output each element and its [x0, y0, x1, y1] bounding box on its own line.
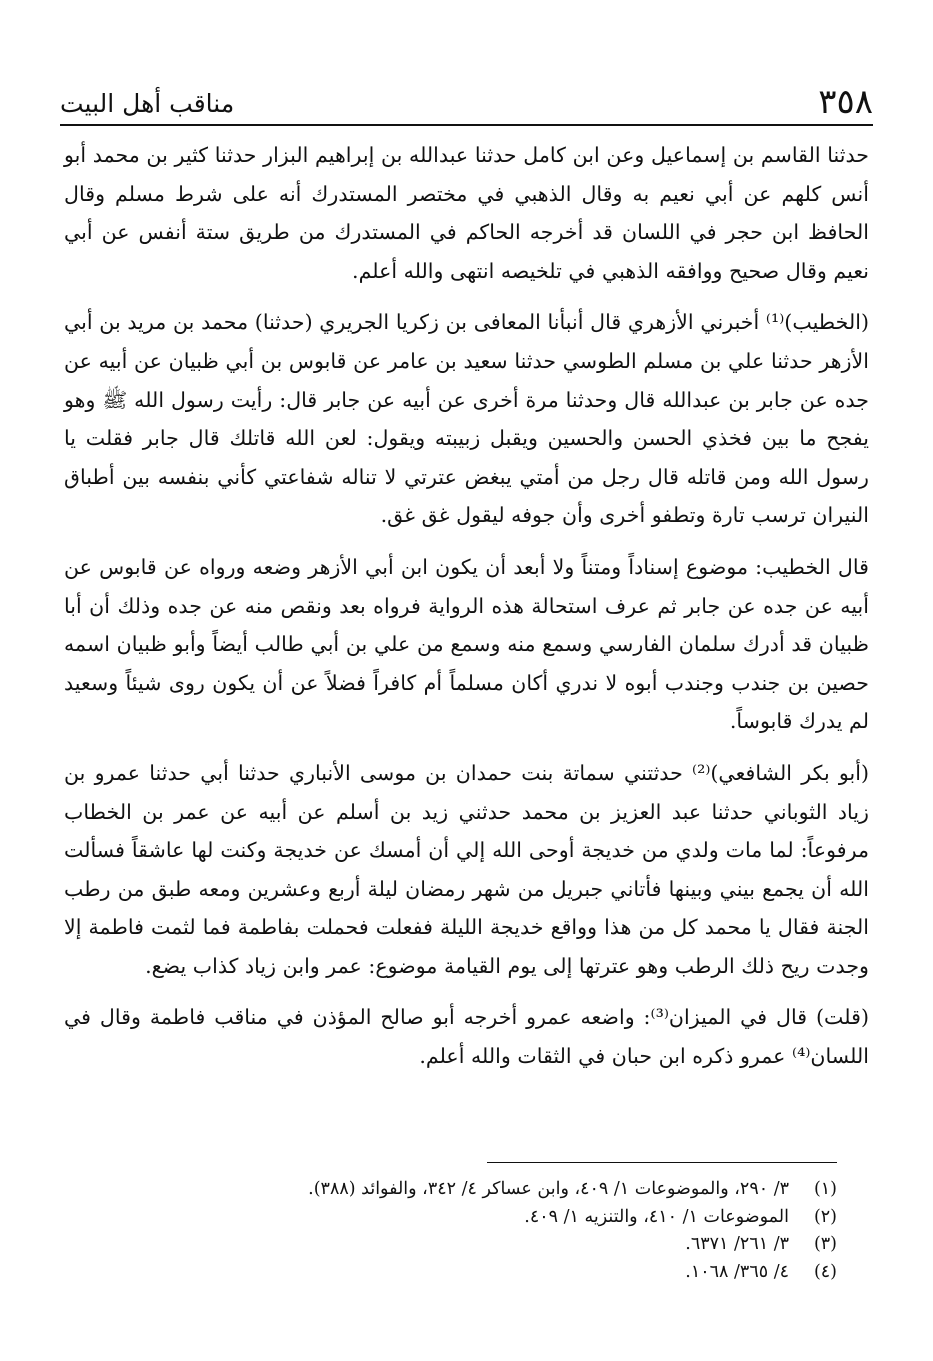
running-title: مناقب أهل البيت [60, 89, 235, 118]
body-text [64, 136, 869, 1076]
footnote-3 [64, 1231, 837, 1259]
header-rule [60, 124, 873, 126]
footnote-number: (٢) [813, 1206, 837, 1227]
paragraph-5: (قلت) قال في الميزان⁽³⁾: واضعه عمرو أخرجه أبو صالح المؤذن في مناقب فاطمة وقال في اللسان⁽⁴⁾ عمرو ذكره ابن حبان في الثقات والله أعلم. [64, 1005, 869, 1069]
paragraph-4: (أبو بكر الشافعي)⁽²⁾ حدثتني سماتة بنت حمدان بن موسى الأنباري حدثنا أبي حدثنا عمرو بن زياد الثوباني حدثنا عبد العزيز بن محمد حدثني زيد بن أسلم عن أبيه عن عمر بن الخطاب مرفوعاً: لما مات ولدي من خديجة أوحى الله إلي أن أمسك عن خديجة وكنت لها عاشقاً فسألت الله أن يجمع بيني وبينها فأتاني جبريل من شهر رمضان ليلة أربع وعشرين ومعه طبق من رطب الجنة فقال يا محمد كل من هذا وواقع خديجة الليلة ففعلت فحملت بفاطمة فما لثمت فاطمة إلا وجدت ريح ذلك الرطب وهو عترتها إلى يوم القيامة موضوع: عمر وابن زياد كذاب يضع. [64, 760, 869, 978]
footnote-text: الموضوعات ١/ ٤١٠، والتنزيه ١/ ٤٠٩. [524, 1206, 789, 1227]
paragraph-3: قال الخطيب: موضوع إسناداً ومتناً ولا أبعد أن يكون ابن أبي الأزهر وضعه ورواه عن قابوس عن أبيه عن جده عن جابر ثم عرف استحالة هذه الرواية فرواه بعد ونقص منه عن جده وذلك أن أبا ظبيان قد أدرك سلمان الفارسي وسمع منه وسمع من علي بن أبي طالب أيضاً وأبو ظبيان اسمه حصين بن جندب وجندب أبوه لا ندري أكان مسلماً أم كافراً فضلاً عن أن يكون روى شيئاً وسعيد لم يدرك قابوساً. [64, 554, 869, 734]
footnote-rule [487, 1162, 837, 1163]
footnote-number: (٤) [813, 1261, 837, 1282]
footnotes [64, 1176, 837, 1286]
footnote-text: ٣/ ٢٩٠، والموضوعات ١/ ٤٠٩، وابن عساكر ٤/ ٣٤٢، والفوائد (٣٨٨). [308, 1179, 789, 1199]
footnote-4 [64, 1259, 837, 1287]
paragraph-1: حدثنا القاسم بن إسماعيل وعن ابن كامل حدثنا عبدالله بن إبراهيم البزار حدثنا كثير بن محمد أبو أنس كلهم عن أبي نعيم به وقال الذهبي في مختصر المستدرك أنه على شرط مسلم وقال الحافظ ابن حجر في اللسان قد أخرجه الحاكم في المستدرك من طريق ستة أنفس عن أبي نعيم وقال صحيح ووافقه الذهبي في تلخيصه انتهى والله أعلم. [64, 143, 869, 283]
footnote-number: (١) [813, 1179, 837, 1199]
page-number: ٣٥٨ [818, 82, 873, 122]
footnote-2 [64, 1204, 837, 1232]
page-header [60, 82, 873, 124]
paragraph-2: (الخطيب)⁽¹⁾ أخبرني الأزهري قال أنبأنا المعافى بن زكريا الجريري (حدثنا) محمد بن مريد بن أبي الأزهر حدثنا علي بن مسلم الطوسي حدثنا سعيد بن عامر عن قابوس بن أبي ظبيان عن أبيه عن جده عن جابر بن عبدالله قال وحدثنا مرة أخرى عن أبيه عن جابر قال: رأيت رسول الله ﷺ وهو يفجح ما بين فخذي الحسن والحسين ويقبل زبيبته ويقول: لعن الله قاتلك قال جابر فقلت يا رسول الله ومن قاتله قال رجل من أمتي يبغض عترتي لا تناله شفاعتي كأني بنفسه بين أطباق النيران ترسب تارة وتطفو أخرى وأن جوفه ليقول غق غق. [64, 310, 869, 528]
footnote-number: (٣) [813, 1234, 837, 1254]
footnote-text: ٣/ ٢٦١/ ٦٣٧١. [685, 1234, 789, 1254]
footnote-1 [64, 1176, 837, 1204]
footnote-text: ٤/ ٣٦٥/ ١٠٦٨. [685, 1261, 789, 1282]
